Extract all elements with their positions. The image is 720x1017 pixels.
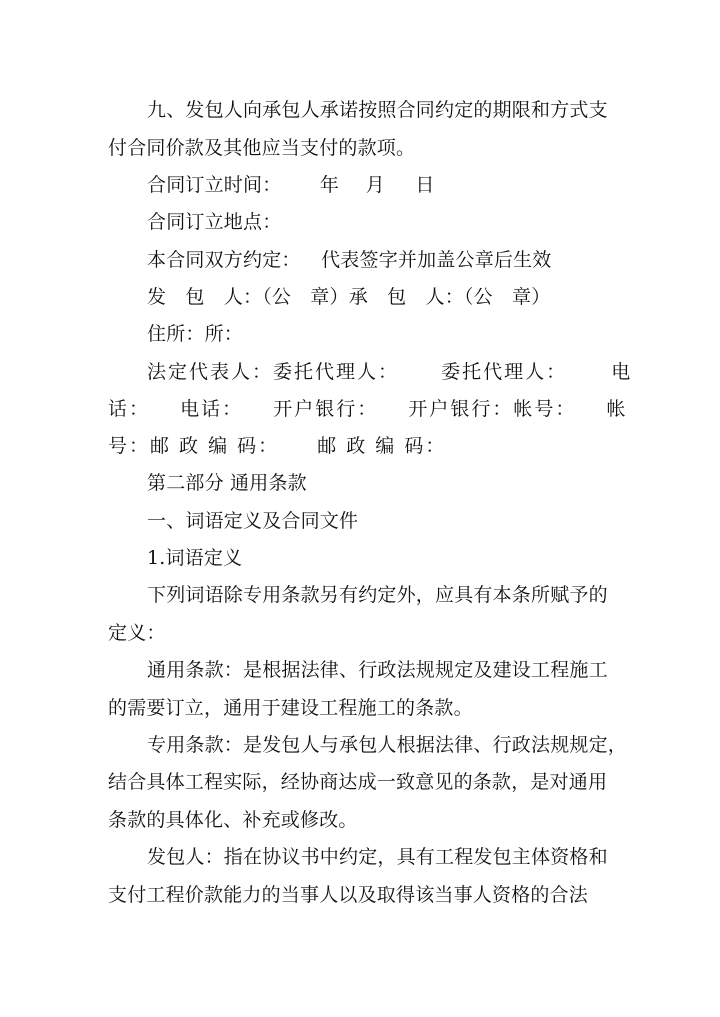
signing-time-row <box>147 173 618 197</box>
account-label-start: 帐 <box>606 398 628 420</box>
agreement-label: 本合同双方约定： <box>147 249 301 271</box>
section-one-heading: 一、词语定义及合同文件 <box>147 510 359 532</box>
paragraph-nine-line-2: 付合同价款及其他应当支付的款项。 <box>108 137 416 159</box>
phone-label-start: 电 <box>611 361 633 383</box>
special-clauses-line-2: 结合具体工程实际，经协商达成一致意见的条款，是对通用 <box>108 771 608 793</box>
postcode-label-2: 邮 政 编 码： <box>317 435 447 457</box>
parties-seal-line: 发 包 人：（公 章）承 包 人：（公 章） <box>147 286 551 308</box>
agreement-row <box>147 248 618 272</box>
special-clauses-line-1: 专用条款：是发包人与承包人根据法律、行政法规规定， <box>147 734 628 756</box>
postcode-row <box>108 434 618 458</box>
general-clauses-line-2: 的需要订立，通用于建设工程施工的条款。 <box>108 697 473 719</box>
part-two-heading: 第二部分 通用条款 <box>147 472 307 494</box>
agent-label: 委托代理人： <box>441 361 568 383</box>
phone-label: 电话： <box>180 398 244 420</box>
month-label: 月 <box>365 174 385 196</box>
phone-label-end: 话： <box>108 398 151 420</box>
representative-row <box>147 360 633 384</box>
signing-place-label: 合同订立地点： <box>147 211 282 233</box>
clause-one-heading: 1.词语定义 <box>147 547 243 569</box>
employer-definition-line-1: 发包人：指在协议书中约定，具有工程发包主体资格和 <box>147 846 608 868</box>
agreement-text: 代表签字并加盖公章后生效 <box>321 249 552 271</box>
year-label: 年 <box>319 174 340 196</box>
definitions-intro-line-2: 定义： <box>108 622 166 644</box>
bank-label: 开户银行： <box>273 398 379 420</box>
bank-account-label: 开户银行：帐号： <box>408 398 577 420</box>
signing-time-label: 合同订立时间： <box>147 174 282 196</box>
legal-representative-label: 法定代表人：委托代理人： <box>147 361 400 383</box>
definitions-intro-line-1: 下列词语除专用条款另有约定外，应具有本条所赋予的 <box>147 584 608 606</box>
postcode-label-1: 号：邮 政 编 码： <box>108 435 280 457</box>
employer-definition-line-2: 支付工程价款能力的当事人以及取得该当事人资格的合法 <box>108 884 589 906</box>
paragraph-nine-line-1: 九、发包人向承包人承诺按照合同约定的期限和方式支 <box>147 99 608 121</box>
phone-bank-row <box>108 397 628 421</box>
address-line: 住所：所： <box>147 323 244 345</box>
day-label: 日 <box>415 174 435 196</box>
special-clauses-line-3: 条款的具体化、补充或修改。 <box>108 809 358 831</box>
general-clauses-line-1: 通用条款：是根据法律、行政法规规定及建设工程施工 <box>147 659 608 681</box>
